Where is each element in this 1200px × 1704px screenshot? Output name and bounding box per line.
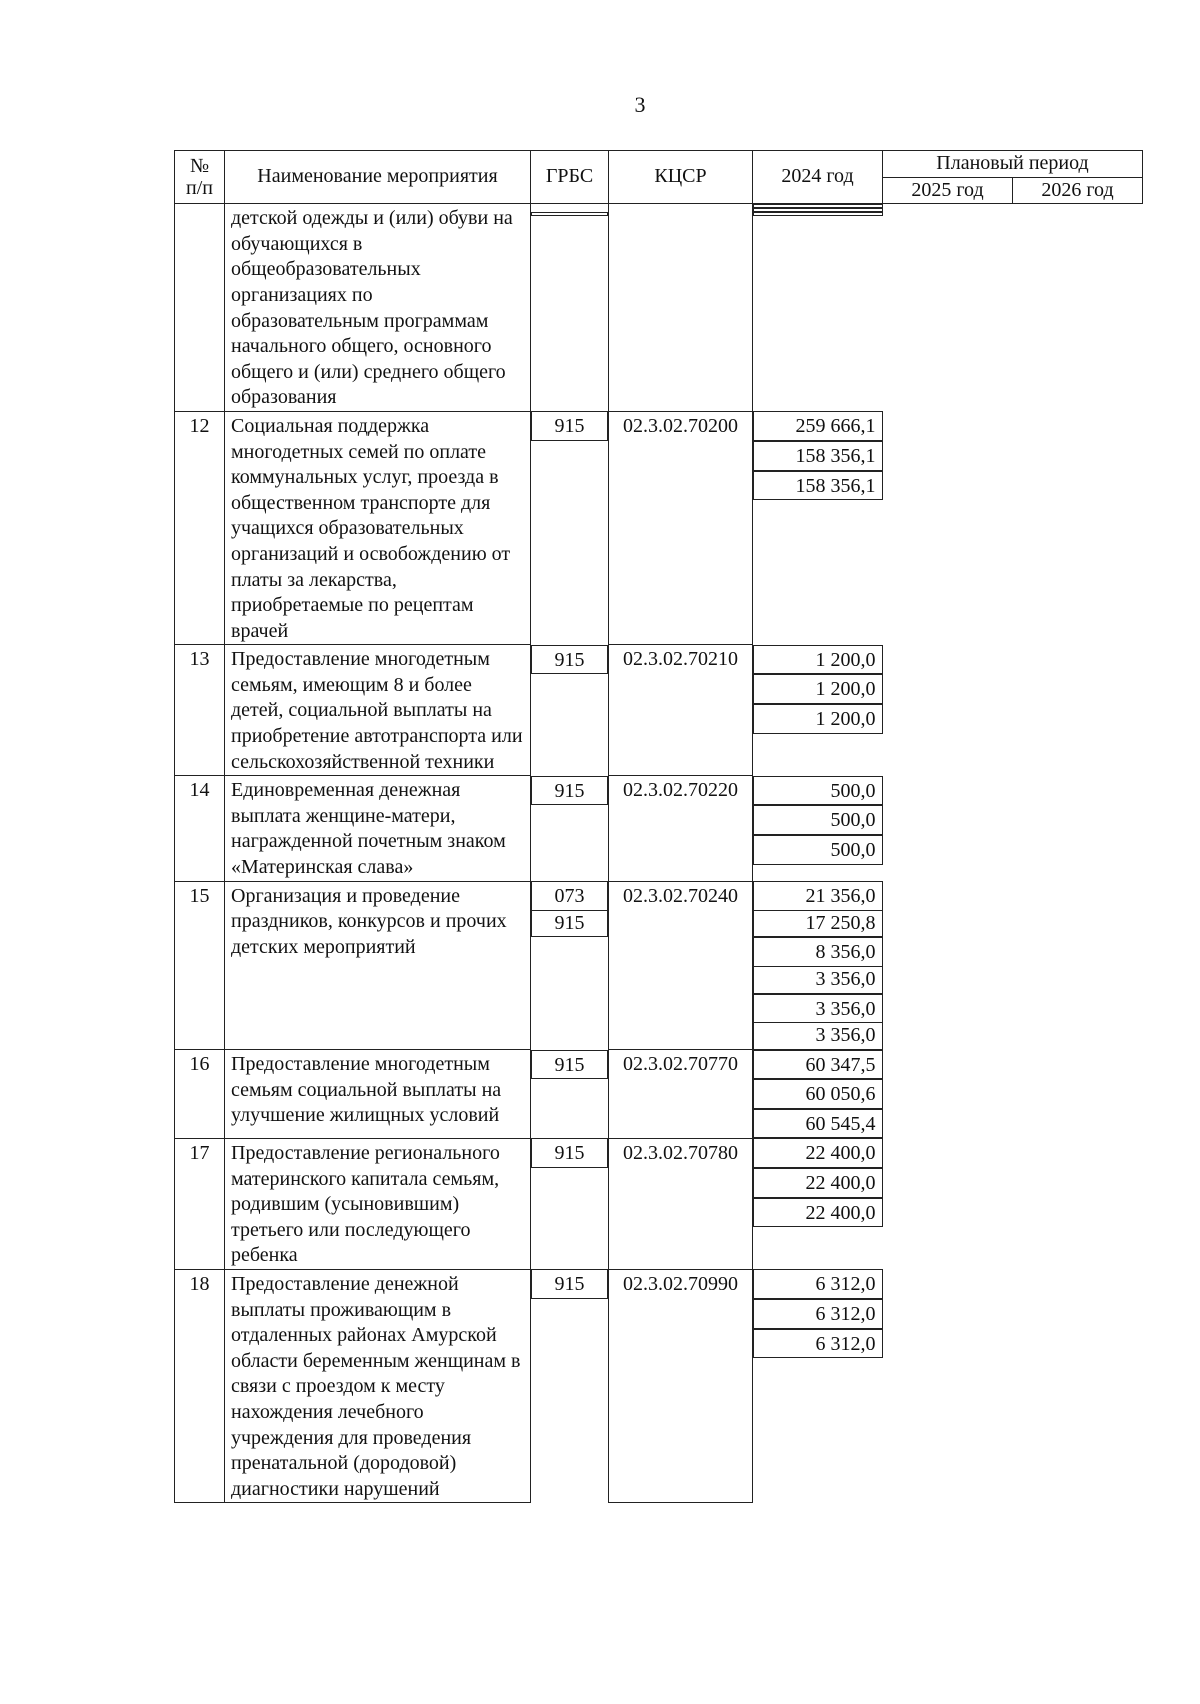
row-number: 17 bbox=[175, 1138, 225, 1269]
grbs-cell-value: 915 bbox=[532, 910, 607, 937]
grbs-cell bbox=[531, 645, 608, 675]
table-body bbox=[175, 204, 1143, 1503]
budget-table bbox=[174, 150, 1143, 1503]
amount-2024-value: 22 400,0 bbox=[805, 1142, 876, 1165]
table-row bbox=[175, 1138, 1143, 1269]
grbs-cell-value: 915 bbox=[554, 1053, 585, 1076]
table-row bbox=[175, 881, 1143, 1050]
row-number: 16 bbox=[175, 1050, 225, 1139]
amount-2025 bbox=[753, 441, 883, 471]
amount-2026-value: 60 545,4 bbox=[805, 1112, 876, 1135]
amount-2026-value: 3 356,0 bbox=[815, 997, 876, 1020]
page-number: 3 bbox=[634, 92, 646, 117]
amount-2024 bbox=[753, 1269, 883, 1299]
amount-2024 bbox=[753, 645, 883, 675]
grbs-cell-value: 915 bbox=[554, 415, 585, 438]
amount-2025-value: 6 312,0 bbox=[815, 1303, 876, 1326]
amount-2026-value: 158 356,1 bbox=[795, 474, 876, 497]
grbs-cell bbox=[531, 881, 608, 937]
grbs-cell-value: 915 bbox=[554, 1142, 585, 1165]
activity-name: Предоставление многодетным семьям социальной выплаты на улучшение жилищных условий bbox=[225, 1050, 531, 1139]
amount-2026-value: 500,0 bbox=[830, 838, 876, 861]
grbs-cell bbox=[531, 1269, 608, 1299]
grbs-cell bbox=[531, 411, 608, 441]
amount-2026 bbox=[753, 994, 883, 1050]
row-number: 12 bbox=[175, 411, 225, 644]
kcsr-cell: 02.3.02.70240 bbox=[609, 881, 753, 1050]
grbs-cell-value: 915 bbox=[554, 1273, 585, 1296]
amount-2025-value: 158 356,1 bbox=[795, 445, 876, 468]
amount-2025-value: 8 356,0 bbox=[815, 941, 876, 964]
header-kcsr: КЦСР bbox=[609, 151, 753, 204]
amount-2026 bbox=[753, 1109, 883, 1139]
row-number: 15 bbox=[175, 881, 225, 1050]
grbs-cell bbox=[531, 212, 608, 216]
grbs-cell bbox=[531, 776, 608, 806]
table-row bbox=[175, 411, 1143, 644]
table-row bbox=[175, 1050, 1143, 1139]
header-num: № п/п bbox=[175, 151, 225, 204]
amount-2024 bbox=[753, 411, 883, 441]
table-row bbox=[175, 1269, 1143, 1502]
kcsr-cell: 02.3.02.70990 bbox=[609, 1269, 753, 1502]
grbs-cell bbox=[531, 1050, 608, 1080]
amount-2025 bbox=[753, 1079, 883, 1109]
grbs-cell-value: 073 bbox=[554, 885, 585, 908]
amount-2024-value: 17 250,8 bbox=[754, 910, 882, 937]
activity-name: Организация и проведение праздников, конкурсов и прочих детских мероприятий bbox=[225, 881, 531, 1050]
row-number: 13 bbox=[175, 645, 225, 776]
amount-2026-value: 6 312,0 bbox=[815, 1332, 876, 1355]
amount-2025 bbox=[753, 674, 883, 704]
amount-2026-value: 3 356,0 bbox=[754, 1022, 882, 1049]
activity-name: Предоставление многодетным семьям, имеющим 8 и более детей, социальной выплаты на приобретение автотранспорта или сельскохозяйственной техники bbox=[225, 645, 531, 776]
amount-2024-value: 259 666,1 bbox=[795, 415, 876, 438]
amount-2025-value: 60 050,6 bbox=[805, 1083, 876, 1106]
header-2024: 2024 год bbox=[753, 151, 883, 204]
kcsr-cell: 02.3.02.70220 bbox=[609, 776, 753, 881]
amount-2026 bbox=[753, 1329, 883, 1359]
activity-name: Социальная поддержка многодетных семей по оплате коммунальных услуг, проезда в общественном транспорте для учащихся образовательных организаций и освобождению от платы за лекарства, приобретаемые по рецептам врачей bbox=[225, 411, 531, 644]
amount-2025-value: 1 200,0 bbox=[815, 678, 876, 701]
grbs-cell-value: 915 bbox=[554, 779, 585, 802]
amount-2024 bbox=[753, 1050, 883, 1080]
row-number: 14 bbox=[175, 776, 225, 881]
kcsr-cell: 02.3.02.70210 bbox=[609, 645, 753, 776]
header-row bbox=[175, 151, 1143, 178]
header-planned-period: Плановый период bbox=[883, 151, 1143, 178]
amount-2026 bbox=[753, 212, 883, 216]
grbs-cell-value: 915 bbox=[554, 648, 585, 671]
amount-2024-value: 21 356,0 bbox=[805, 885, 876, 908]
amount-2024-value: 6 312,0 bbox=[815, 1273, 876, 1296]
row-number bbox=[175, 204, 225, 412]
header-name: Наименование мероприятия bbox=[225, 151, 531, 204]
table-row bbox=[175, 776, 1143, 881]
header-2025: 2025 год bbox=[883, 177, 1013, 204]
amount-2024 bbox=[753, 881, 883, 937]
activity-name: детской одежды и (или) обуви на обучающихся в общеобразовательных организациях по образовательным программам начального общего, основного общего и (или) среднего общего образования bbox=[225, 204, 531, 412]
amount-2025-value: 500,0 bbox=[830, 809, 876, 832]
amount-2024 bbox=[753, 1138, 883, 1168]
activity-name: Единовременная денежная выплата женщине-матери, награжденной почетным знаком «Материнская слава» bbox=[225, 776, 531, 881]
amount-2026 bbox=[753, 471, 883, 501]
amount-2025 bbox=[753, 937, 883, 993]
kcsr-cell bbox=[609, 204, 753, 412]
amount-2024 bbox=[753, 776, 883, 806]
amount-2026-value: 1 200,0 bbox=[815, 707, 876, 730]
amount-2024-value: 60 347,5 bbox=[805, 1053, 876, 1076]
table-row bbox=[175, 204, 1143, 412]
amount-2025 bbox=[753, 1168, 883, 1198]
header-2026: 2026 год bbox=[1013, 177, 1143, 204]
grbs-cell bbox=[531, 1138, 608, 1168]
amount-2026 bbox=[753, 704, 883, 734]
kcsr-cell: 02.3.02.70770 bbox=[609, 1050, 753, 1139]
amount-2025-value: 22 400,0 bbox=[805, 1172, 876, 1195]
header-grbs: ГРБС bbox=[531, 151, 609, 204]
amount-2024-value: 1 200,0 bbox=[815, 648, 876, 671]
amount-2026-value: 22 400,0 bbox=[805, 1201, 876, 1224]
table-row bbox=[175, 645, 1143, 776]
amount-2026 bbox=[753, 835, 883, 865]
amount-2025 bbox=[753, 805, 883, 835]
kcsr-cell: 02.3.02.70780 bbox=[609, 1138, 753, 1269]
amount-2024-value: 500,0 bbox=[830, 779, 876, 802]
row-number: 18 bbox=[175, 1269, 225, 1502]
activity-name: Предоставление регионального материнского капитала семьям, родившим (усыновившим) третьего или последующего ребенка bbox=[225, 1138, 531, 1269]
kcsr-cell: 02.3.02.70200 bbox=[609, 411, 753, 644]
amount-2025 bbox=[753, 1299, 883, 1329]
activity-name: Предоставление денежной выплаты проживающим в отдаленных районах Амурской области беременным женщинам в связи с проездом к месту нахождения лечебного учреждения для проведения пренатальной (дородовой) диагностики нарушений bbox=[225, 1269, 531, 1502]
amount-2025-value: 3 356,0 bbox=[754, 966, 882, 993]
amount-2026 bbox=[753, 1198, 883, 1228]
